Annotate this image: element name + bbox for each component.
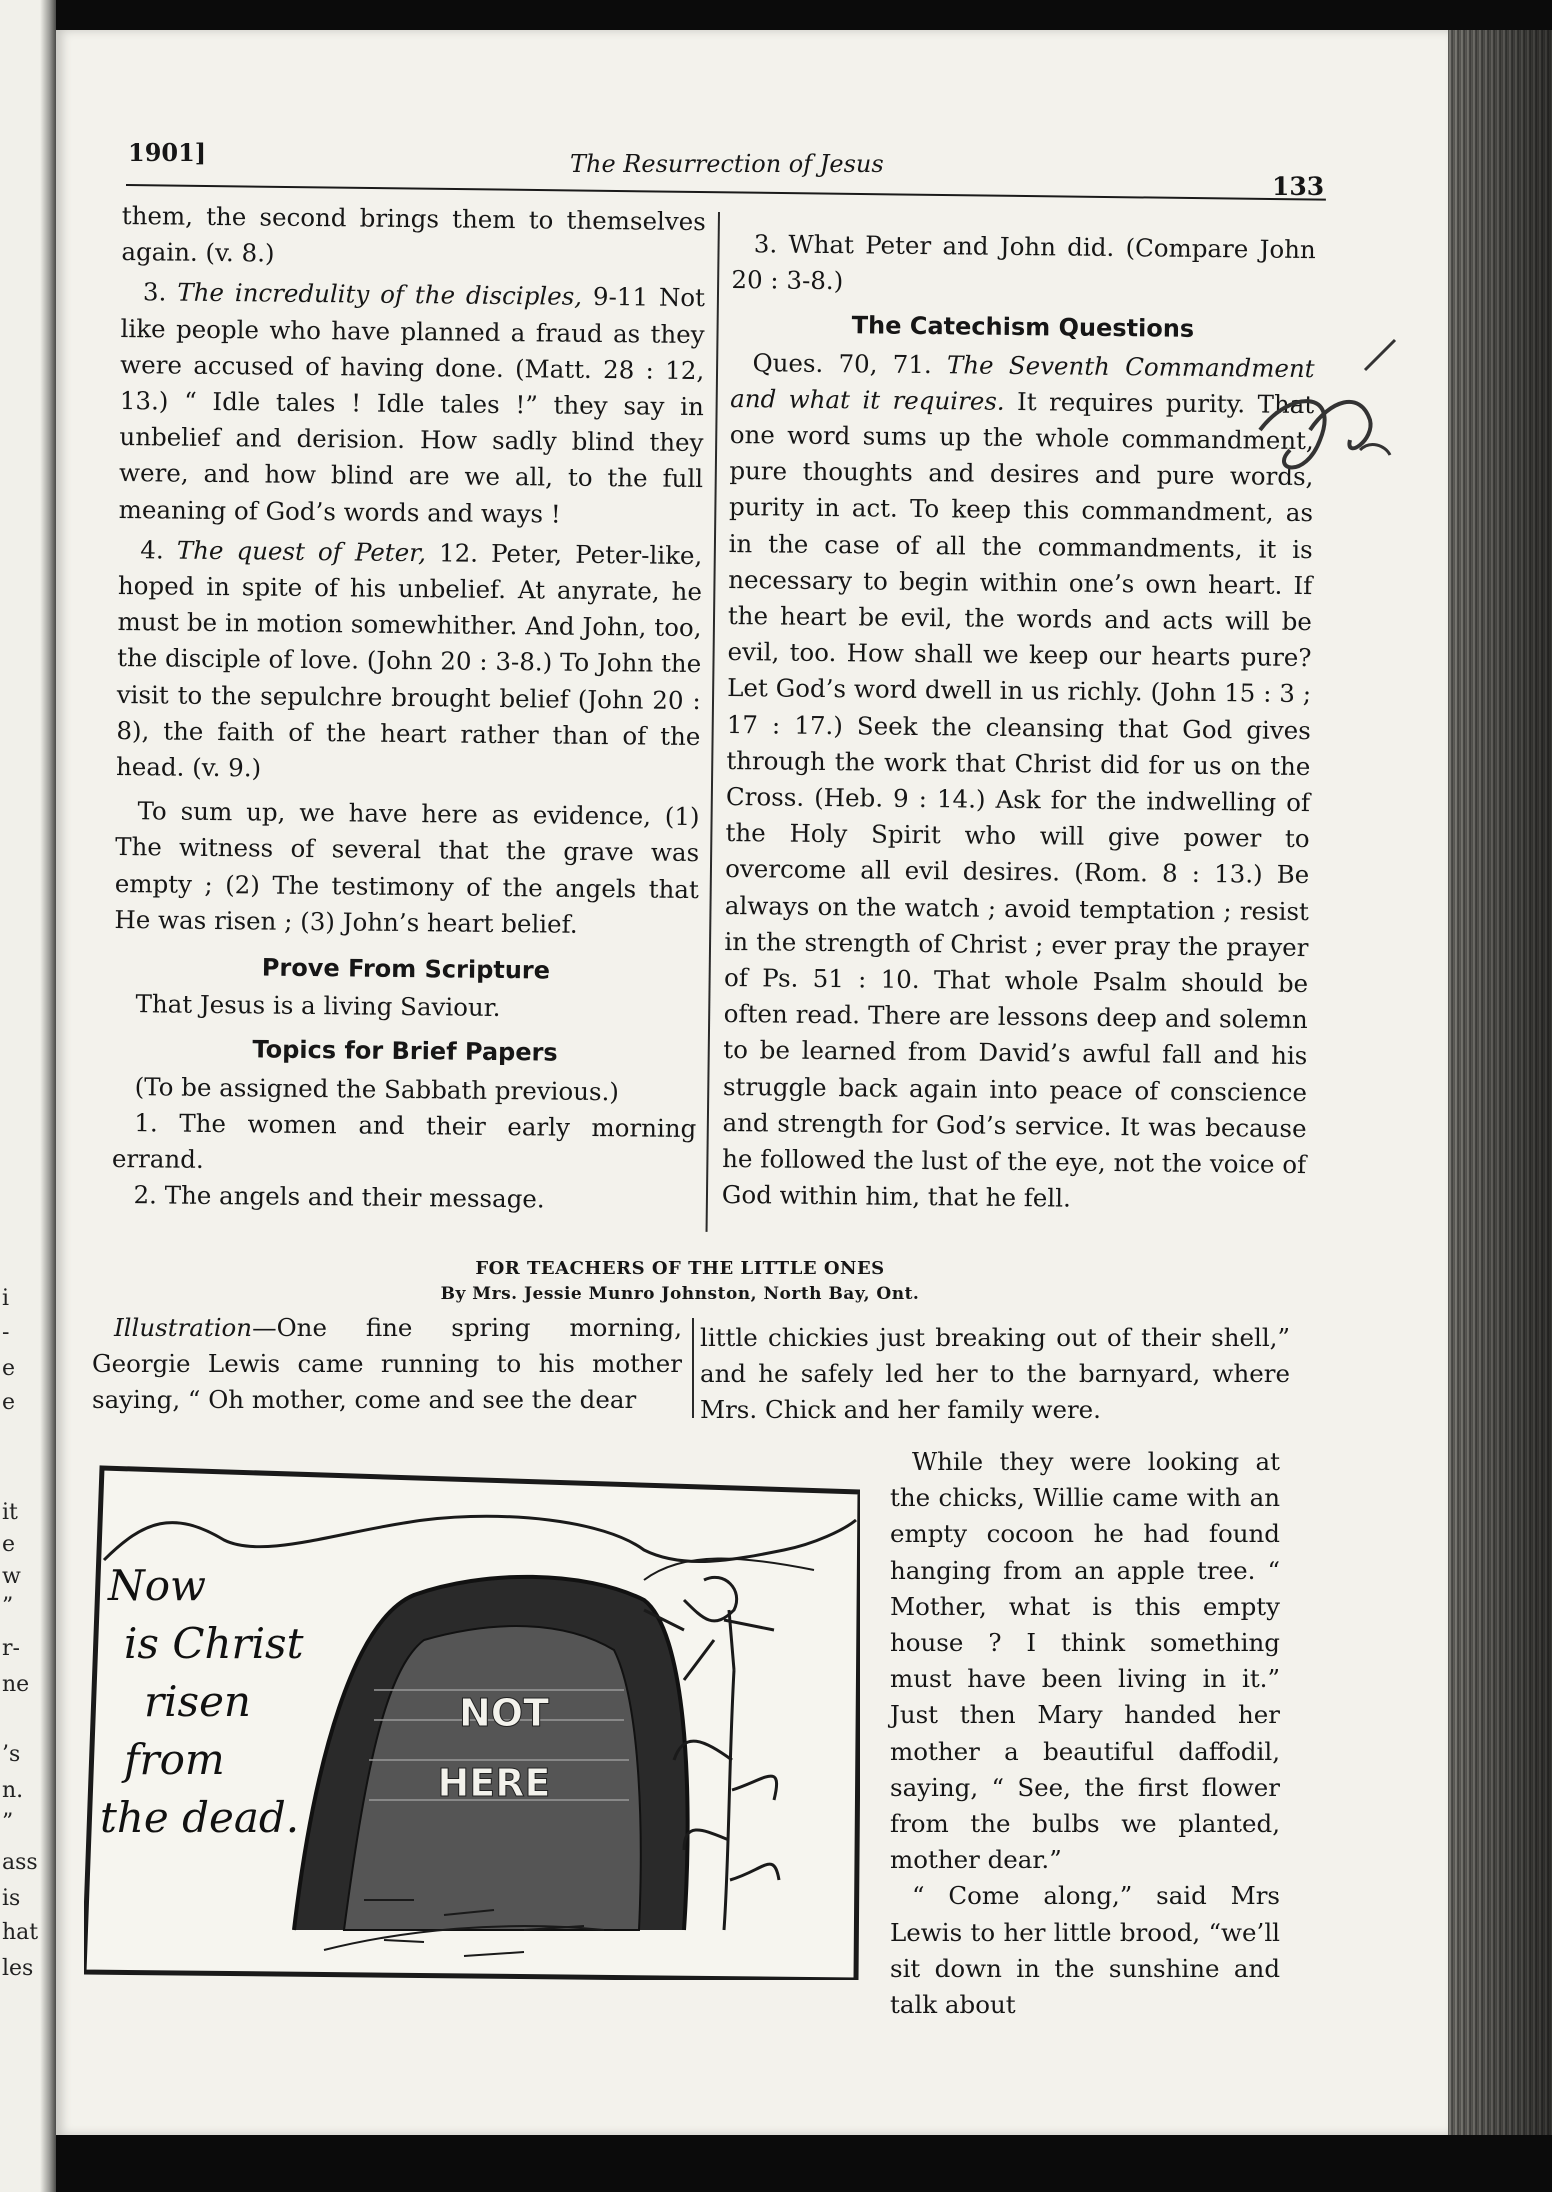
teachers-right-column bbox=[700, 1320, 1290, 1429]
paragraph: “ Come along,” said Mrs Lewis to her little brood, “we’ll sit down in the sunshine and talk about bbox=[890, 1881, 1280, 2020]
paragraph: While they were looking at the chicks, Willie came with an empty cocoon he had found hanging from an apple tree. “ Mother, what is this empty house ? I think something must have been living in it.” Just then Mary handed her mother a beautiful daffodil, saying, “ See, the first flower from the bulbs we planted, mother dear.” bbox=[890, 1447, 1280, 1875]
page-number: 133 bbox=[1272, 172, 1325, 201]
left-column bbox=[111, 198, 706, 1220]
paragraph-quest-of-peter: 4. The quest of Peter, 12. Peter, Peter-like, hoped in spite of his unbelief. At anyrate, he must be in motion somewhither. And John, too, the disciple of love. (John 20 : 3-8.) To John the visit to the sepulchre brought belief (John 20 : 8), the faith of the heart rather than of the head. (v. 9.) bbox=[115, 535, 703, 783]
right-column bbox=[722, 226, 1316, 1220]
margin-fragment: ” bbox=[2, 1594, 14, 1619]
heading-topics: Topics for Brief Papers bbox=[252, 1035, 558, 1068]
caption-line: Now bbox=[108, 1561, 206, 1610]
margin-fragment: ” bbox=[2, 1810, 14, 1835]
margin-fragment: n. bbox=[2, 1778, 24, 1803]
topic-item: 2. The angels and their message. bbox=[133, 1180, 545, 1214]
caption-line: risen bbox=[144, 1677, 251, 1726]
margin-fragment: w bbox=[2, 1564, 21, 1589]
margin-fragment: it bbox=[2, 1500, 18, 1525]
margin-fragment: ’s bbox=[2, 1742, 21, 1767]
margin-fragment: ass bbox=[2, 1850, 38, 1875]
gutter-shadow bbox=[40, 0, 56, 2192]
prove-text: That Jesus is a living Saviour. bbox=[135, 989, 501, 1023]
teachers-left-column bbox=[92, 1310, 682, 1419]
paragraph: little chickies just breaking out of their shell,” and he safely led her to the barnyard, where Mrs. Chick and her family were. bbox=[700, 1323, 1290, 1425]
running-head-title: The Resurrection of Jesus bbox=[570, 150, 884, 178]
adjacent-page-strip bbox=[0, 0, 56, 2192]
wrap-column bbox=[890, 1444, 1280, 2023]
paragraph-catechism: Ques. 70, 71. The Seventh Commandment and what it requires. It requires purity. That one word sums up the whole commandment, pure thoughts and desires and pure words, purity in act. To keep this commandment, as in the case of all the commandments, it is necessary to begin within one’s own heart. If the heart be evil, the words and acts will be evil, too. How shall we keep our hearts pure? Let God’s word dwell in us richly. (John 15 : 3 ; 17 : 17.) Seek the cleansing that God gives through the work that Christ did for us on the Cross. (Heb. 9 : 14.) Ask for the indwelling of the Holy Spirit who will give power to overcome all evil desires. (Rom. 8 : 13.) Be always on the watch ; avoid temptation ; resist in the strength of Christ ; ever pray the prayer of Ps. 51 : 10. That whole Psalm should be often read. There are lessons deep and solemn to be learned from David’s awful fall and his struggle back again into peace of conscience and strength for God’s service. It was because he followed the lust of the eye, not the voice of God within him, that he fell. bbox=[721, 347, 1315, 1213]
running-head-year: 1901] bbox=[128, 138, 207, 167]
column-divider bbox=[692, 1318, 694, 1418]
margin-fragment: e bbox=[2, 1390, 16, 1415]
paragraph: them, the second brings them to themselves again. (v. 8.) bbox=[121, 200, 706, 268]
paragraph: 3. What Peter and John did. (Compare John 20 : 3-8.) bbox=[731, 229, 1316, 296]
margin-fragment: i bbox=[2, 1286, 10, 1311]
topics-note: (To be assigned the Sabbath previous.) bbox=[134, 1071, 620, 1106]
margin-fragment: e bbox=[2, 1532, 16, 1557]
section-heading-teachers: FOR TEACHERS OF THE LITTLE ONES bbox=[475, 1258, 885, 1279]
margin-fragment: ne bbox=[2, 1672, 30, 1697]
margin-fragment: les bbox=[2, 1956, 34, 1981]
caption-line: is Christ bbox=[124, 1619, 304, 1668]
topic-item: 1. The women and their early morning errand. bbox=[111, 1108, 697, 1174]
margin-fragment: hat bbox=[2, 1920, 39, 1945]
heading-prove-from-scripture: Prove From Scripture bbox=[261, 953, 551, 985]
tomb-illustration bbox=[84, 1460, 860, 1980]
caption-line: from bbox=[124, 1735, 225, 1784]
margin-fragment: is bbox=[2, 1886, 21, 1911]
margin-fragment: r- bbox=[2, 1636, 20, 1661]
heading-catechism: The Catechism Questions bbox=[851, 311, 1195, 344]
tomb-text-line: NOT bbox=[458, 1691, 550, 1735]
paragraph-summary: To sum up, we have here as evidence, (1) The witness of several that the grave was empty ; (2) The testimony of the angels that He was risen ; (3) John’s heart belief. bbox=[114, 796, 700, 939]
section-byline: By Mrs. Jessie Munro Johnston, North Bay, Ont. bbox=[440, 1284, 920, 1304]
paragraph-incredulity: 3. The incredulity of the disciples, 9-11 Not like people who have planned a fraud as they were accused of having done. (Matt. 28 : 12, 13.) “ Idle tales ! Idle tales !” they say in unbelief and derision. How sadly blind they were, and how blind are we all, to the full meaning of God’s words and ways ! bbox=[118, 277, 706, 529]
handwritten-annotation bbox=[1250, 330, 1410, 550]
book-page-edges bbox=[1448, 30, 1552, 2135]
margin-fragment: - bbox=[2, 1320, 10, 1345]
tomb-text-line: HERE bbox=[437, 1761, 551, 1805]
margin-fragment: e bbox=[2, 1356, 16, 1381]
illustration-paragraph: Illustration—One fine spring morning, Georgie Lewis came running to his mother saying, “ Oh mother, come and see the dear bbox=[92, 1313, 682, 1415]
caption-line: the dead. bbox=[100, 1793, 300, 1842]
